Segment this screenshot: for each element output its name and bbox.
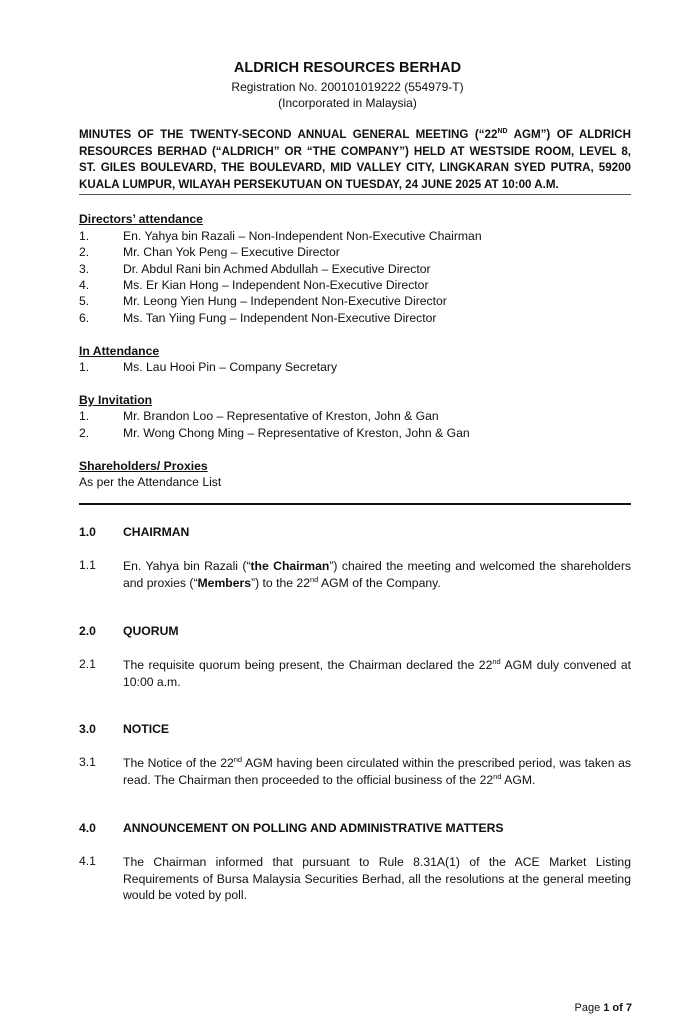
item-text: Ms. Tan Yiing Fung – Independent Non-Executive Director bbox=[123, 311, 437, 325]
director-item bbox=[79, 229, 631, 245]
item-text: En. Yahya bin Razali – Non-Independent Non-Executive Chairman bbox=[123, 229, 482, 243]
text-run: The requisite quorum being present, the Chairman declared the 22 bbox=[123, 658, 493, 672]
minutes-title bbox=[79, 127, 631, 193]
director-item bbox=[79, 311, 631, 327]
text-run: AGM. bbox=[501, 772, 536, 787]
section-title-chairman: CHAIRMAN bbox=[123, 525, 190, 539]
text-run: AGM having been circulated within the prescribed period, was taken as read. The Chairman then proceeded to the official business of the 22 bbox=[123, 756, 631, 787]
item-number: 2. bbox=[79, 245, 90, 259]
director-item bbox=[79, 262, 631, 278]
section-title-polling: ANNOUNCEMENT ON POLLING AND ADMINISTRATIVE MATTERS bbox=[123, 821, 504, 835]
section-title-quorum: QUORUM bbox=[123, 624, 179, 638]
current-page: 1 bbox=[603, 1002, 610, 1014]
footer-prefix: Page bbox=[574, 1002, 604, 1014]
item-number: 1. bbox=[79, 229, 90, 243]
section-number: 4.0 bbox=[79, 821, 96, 835]
shareholders-heading: Shareholders/ Proxies bbox=[79, 459, 208, 473]
directors-heading: Directors’ attendance bbox=[79, 212, 203, 226]
item-number: 4. bbox=[79, 278, 90, 292]
item-number: 1. bbox=[79, 360, 90, 374]
paragraph-number: 4.1 bbox=[79, 854, 96, 868]
section-number: 3.0 bbox=[79, 722, 96, 736]
registration-number: Registration No. 200101019222 (554979-T) bbox=[231, 80, 464, 94]
bold-term: Members bbox=[197, 575, 252, 590]
section-number: 1.0 bbox=[79, 525, 96, 539]
section-title-notice: NOTICE bbox=[123, 722, 170, 736]
ordinal-superscript: nd bbox=[492, 656, 501, 666]
item-number: 2. bbox=[79, 426, 90, 440]
director-item bbox=[79, 294, 631, 310]
item-text: Dr. Abdul Rani bin Achmed Abdullah – Executive Director bbox=[123, 262, 431, 276]
title-part-1: MINUTES OF THE TWENTY-SECOND ANNUAL GENERAL MEETING (“22 bbox=[79, 128, 498, 141]
text-run: ”) to the 22 bbox=[251, 575, 310, 590]
item-text: Mr. Brandon Loo – Representative of Kreston, John & Gan bbox=[123, 409, 439, 423]
section-number: 2.0 bbox=[79, 624, 96, 638]
ordinal-superscript: nd bbox=[233, 754, 243, 764]
item-text: Mr. Wong Chong Ming – Representative of Kreston, John & Gan bbox=[123, 426, 470, 440]
text-run: The Notice of the 22 bbox=[123, 756, 234, 770]
page-footer bbox=[575, 1002, 633, 1014]
bold-term: the Chairman bbox=[250, 559, 330, 573]
paragraph-quorum bbox=[123, 657, 631, 690]
attendance-divider bbox=[79, 503, 631, 505]
item-text: Mr. Leong Yien Hung – Independent Non-Executive Director bbox=[123, 294, 447, 308]
ordinal-superscript: nd bbox=[493, 771, 502, 781]
paragraph-number: 1.1 bbox=[79, 558, 96, 572]
item-number: 3. bbox=[79, 262, 90, 276]
item-number: 6. bbox=[79, 311, 90, 325]
attendance-item bbox=[79, 360, 631, 376]
item-text: Ms. Lau Hooi Pin – Company Secretary bbox=[123, 360, 338, 374]
item-number: 5. bbox=[79, 294, 90, 308]
shareholders-text: As per the Attendance List bbox=[79, 475, 222, 489]
item-number: 1. bbox=[79, 409, 90, 423]
invitation-item bbox=[79, 426, 631, 442]
item-text: Mr. Chan Yok Peng – Executive Director bbox=[123, 245, 340, 259]
director-item bbox=[79, 278, 631, 294]
text-run: AGM of the Company. bbox=[318, 575, 441, 590]
paragraph-number: 3.1 bbox=[79, 755, 96, 769]
company-name: ALDRICH RESOURCES BERHAD bbox=[233, 60, 462, 76]
text-run: En. Yahya bin Razali (“ bbox=[123, 559, 251, 573]
total-pages: 7 bbox=[625, 1002, 632, 1014]
footer-of: of bbox=[609, 1002, 626, 1014]
director-item bbox=[79, 245, 631, 261]
title-divider bbox=[79, 194, 631, 195]
paragraph-number: 2.1 bbox=[79, 657, 96, 671]
title-superscript: ND bbox=[497, 128, 508, 136]
item-text: Ms. Er Kian Hong – Independent Non-Executive Director bbox=[123, 278, 429, 292]
paragraph-polling: The Chairman informed that pursuant to Rule 8.31A(1) of the ACE Market Listing Requirements of Bursa Malaysia Securities Berhad, all the resolutions at the general meeting would be voted by poll. bbox=[123, 855, 631, 902]
invitation-heading: By Invitation bbox=[79, 393, 153, 407]
attendance-heading: In Attendance bbox=[79, 344, 160, 358]
text-run: ”) chaired the meeting and welcomed the shareholders and proxies (“ bbox=[123, 559, 631, 590]
text-run: AGM duly convened at 10:00 a.m. bbox=[123, 658, 632, 689]
invitation-item bbox=[79, 409, 631, 425]
paragraph-notice bbox=[123, 755, 631, 788]
ordinal-superscript: nd bbox=[309, 574, 319, 584]
incorporation-note: (Incorporated in Malaysia) bbox=[278, 96, 417, 110]
title-part-2: AGM”) OF ALDRICH RESOURCES BERHAD (“ALDRICH” OR “THE COMPANY”) HELD AT WESTSIDE ROOM, LEVEL 8, ST. GILES BOULEVARD, THE BOULEVARD, MID VALLEY CITY, LINGKARAN SYED PUTRA, 59200 KUALA LUMPUR, WILAYAH PERSEKUTUAN ON TUESDAY, 24 JUNE 2025 AT 10:00 A.M. bbox=[79, 128, 631, 191]
paragraph-chairman bbox=[123, 558, 631, 591]
